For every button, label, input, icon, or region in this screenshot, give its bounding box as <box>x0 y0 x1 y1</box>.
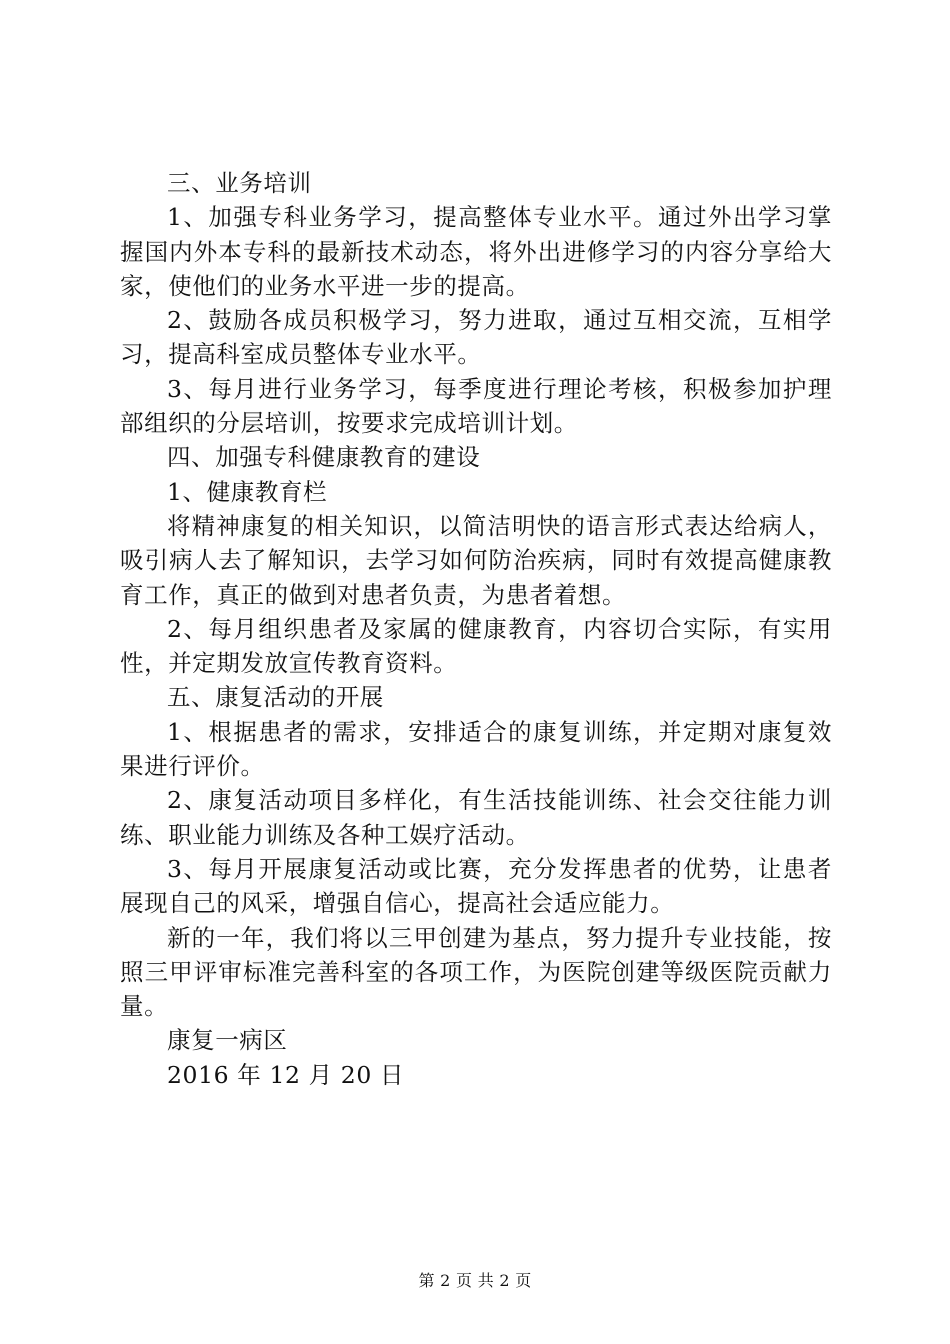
document-body <box>120 166 832 1092</box>
paragraph: 1、加强专科业务学习，提高整体专业水平。通过外出学习掌握国内外本专科的最新技术动态，将外出进修学习的内容分享给大家，使他们的业务水平进一步的提高。 <box>120 203 832 300</box>
page-number-footer: 第 2 页 共 2 页 <box>418 1271 532 1290</box>
section-heading-health-education: 四、加强专科健康教育的建设 <box>167 443 481 472</box>
section-heading-training: 三、业务培训 <box>167 169 312 197</box>
signature-date: 2016 年 12 月 20 日 <box>167 1060 405 1089</box>
paragraph: 2、鼓励各成员积极学习，努力进取，通过互相交流，互相学习，提高科室成员整体专业水平。 <box>120 306 832 369</box>
signature-department: 康复一病区 <box>167 1026 288 1055</box>
paragraph: 3、每月开展康复活动或比赛，充分发挥患者的优势，让患者展现自己的风采，增强自信心，提高社会适应能力。 <box>120 854 832 918</box>
closing-paragraph: 新的一年，我们将以三甲创建为基点，努力提升专业技能，按照三甲评审标准完善科室的各项工作，为医院创建等级医院贡献力量。 <box>120 923 832 1021</box>
paragraph: 1、根据患者的需求，安排适合的康复训练，并定期对康复效果进行评价。 <box>120 717 832 781</box>
paragraph: 2、康复活动项目多样化，有生活技能训练、社会交往能力训练、职业能力训练及各种工娱疗活动。 <box>120 786 832 849</box>
paragraph: 2、每月组织患者及家属的健康教育，内容切合实际，有实用性，并定期发放宣传教育资料。 <box>120 614 832 678</box>
paragraph: 3、每月进行业务学习，每季度进行理论考核，积极参加护理部组织的分层培训，按要求完成培训计划。 <box>120 374 832 438</box>
section-heading-rehab-activities: 五、康复活动的开展 <box>167 683 384 712</box>
sub-heading-education-board: 1、健康教育栏 <box>167 477 328 506</box>
paragraph: 将精神康复的相关知识，以简洁明快的语言形式表达给病人，吸引病人去了解知识，去学习如何防治疾病，同时有效提高健康教育工作，真正的做到对患者负责，为患者着想。 <box>120 511 832 609</box>
